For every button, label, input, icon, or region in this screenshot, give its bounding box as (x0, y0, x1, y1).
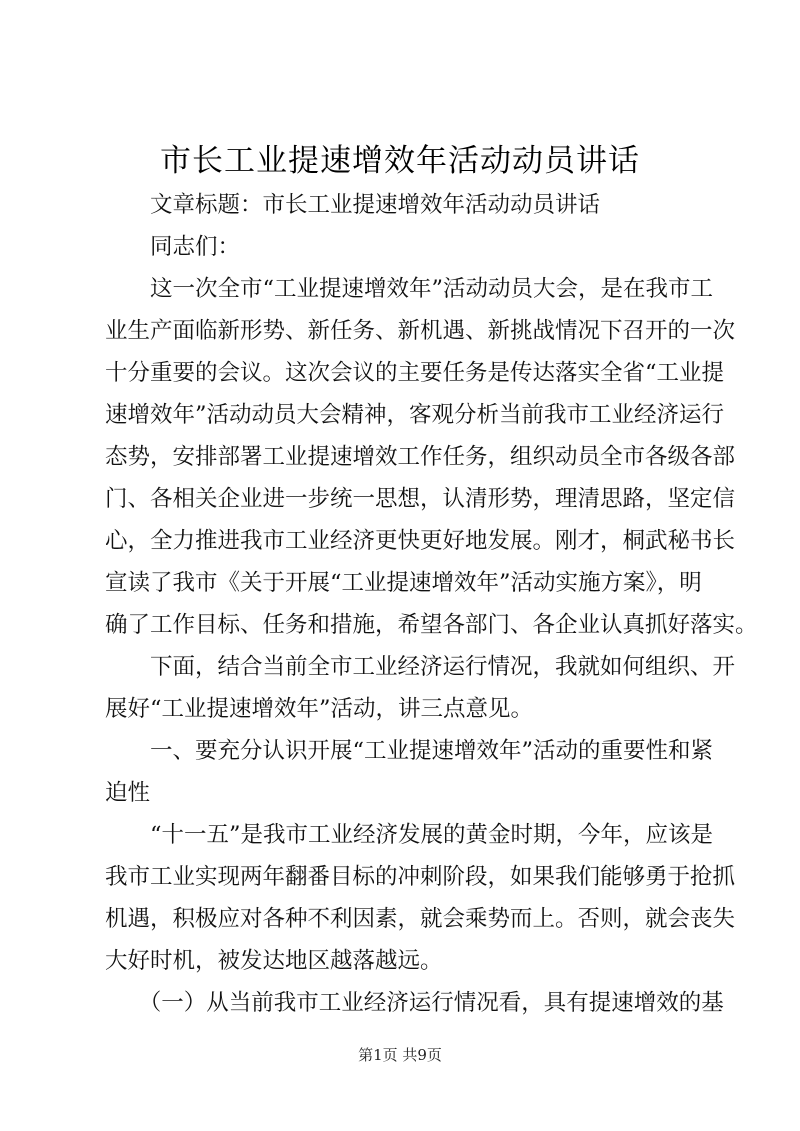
body-text-line: “十一五”是我市工业经济发展的黄金时期，今年，应该是 (105, 822, 714, 848)
body-text-line: 十分重要的会议。这次会议的主要任务是传达落实全省“工业提 (105, 360, 725, 386)
body-text-line: 宣读了我市《关于开展“工业提速增效年”活动实施方案》，明 (105, 570, 702, 596)
body-text-line: 一、要充分认识开展“工业提速增效年”活动的重要性和紧 (105, 738, 714, 764)
page-footer: 第1页 共9页 (358, 1046, 442, 1064)
body-text-line: 心，全力推进我市工业经济更快更好地发展。刚才，桐武秘书长 (105, 528, 736, 554)
body-text-line: 大好时机，被发达地区越落越远。 (105, 948, 443, 974)
body-text-line: 确了工作目标、任务和措施，希望各部门、各企业认真抓好落实。 (105, 612, 758, 638)
body-text-line: 门、各相关企业进一步统一思想，认清形势，理清思路，坚定信 (105, 486, 736, 512)
body-text-line: 同志们： (105, 234, 241, 260)
body-text-line: 这一次全市“工业提速增效年”活动动员大会，是在我市工 (105, 276, 714, 302)
body-text-line: 态势，安排部署工业提速增效工作任务，组织动员全市各级各部 (105, 444, 736, 470)
document-body (105, 184, 758, 1024)
body-text-line: 我市工业实现两年翻番目标的冲刺阶段，如果我们能够勇于抢抓 (105, 864, 736, 890)
body-text-line: （一）从当前我市工业经济运行情况看，具有提速增效的基 (105, 990, 724, 1016)
body-text-line: 速增效年”活动动员大会精神，客观分析当前我市工业经济运行 (105, 402, 725, 428)
body-text-line: 下面，结合当前全市工业经济运行情况，我就如何组织、开 (105, 654, 736, 680)
body-text-line: 迫性 (105, 780, 151, 806)
body-text-line: 机遇，积极应对各种不利因素，就会乘势而上。否则，就会丧失 (105, 906, 736, 932)
document-title: 市长工业提速增效年活动动员讲话 (160, 143, 640, 179)
body-text-line: 展好“工业提速增效年”活动，讲三点意见。 (105, 696, 534, 722)
body-text-line: 业生产面临新形势、新任务、新机遇、新挑战情况下召开的一次 (105, 318, 736, 344)
body-text-line: 文章标题：市长工业提速增效年活动动员讲话 (105, 192, 601, 218)
